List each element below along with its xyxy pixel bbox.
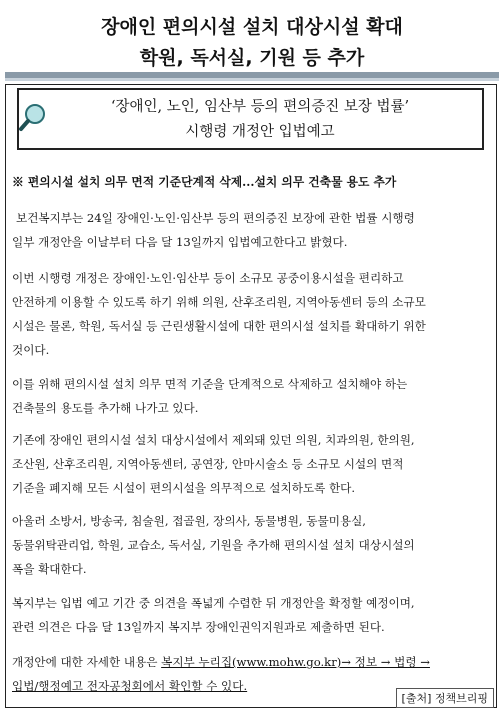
paragraph-line: 조산원, 산후조리원, 지역아동센터, 공연장, 안마시술소 등 소규모 시설의 면적 (12, 457, 404, 471)
paragraph-line: 건축물의 용도를 추가해 나가고 있다. (12, 401, 199, 415)
paragraph-line: 관련 의견은 다음 달 13일까지 복지부 장애인권익지원과로 제출하면 된다. (12, 620, 385, 634)
paragraph-line: 기존에 장애인 편의시설 설치 대상시설에서 제외돼 있던 의원, 치과의원, 한의원, (12, 433, 415, 447)
paragraph-line: 보건복지부는 24일 장애인·노인·임산부 등의 편의증진 보장에 관한 법률 시행령 (16, 211, 415, 225)
paragraph-line: 일부 개정안을 이날부터 다음 달 13일까지 입법예고한다고 밝혔다. (12, 235, 348, 249)
ministry-website-link-continued[interactable]: 입법/행정예고 전자공청회에서 확인할 수 있다. (12, 679, 248, 693)
highlight-box-line-1: ‘장애인, 노인, 임산부 등의 편의증진 보장 법률’ (110, 99, 410, 115)
source-badge: [출처] 정책브리핑 (396, 688, 494, 708)
paragraph-1 (12, 206, 492, 254)
headline-line-2: 학원, 독서실, 기원 등 추가 (139, 47, 365, 69)
title-underline-light (5, 78, 499, 81)
magnifier-icon (18, 102, 48, 132)
paragraph-line: 기준을 폐지해 모든 시설이 편의시설을 의무적으로 설치하도록 한다. (12, 481, 356, 495)
paragraph-line: 아울러 소방서, 방송국, 침술원, 접골원, 장의사, 동물병원, 동물미용실, (12, 514, 366, 528)
paragraph-6 (12, 591, 492, 639)
paragraph-4 (12, 428, 492, 500)
paragraph-line: 폭을 확대한다. (12, 562, 87, 576)
paragraph-line: 이를 위해 편의시설 설치 의무 면적 기준을 단계적으로 삭제하고 설치해야 하는 (12, 377, 408, 391)
paragraph-line: 동물위탁관리업, 학원, 교습소, 독서실, 기원을 추가해 편의시설 설치 대상시설의 (12, 538, 415, 552)
paragraph-line: 시설은 물론, 학원, 독서실 등 근린생활시설에 대한 편의시설 설치를 확대하기 위한 (12, 319, 426, 333)
paragraph-line: 복지부는 입법 예고 기간 중 의견을 폭넓게 수렴한 뒤 개정안을 확정할 예정이며, (12, 596, 415, 610)
ministry-website-link[interactable]: 복지부 누리집(www.mohw.go.kr)→ 정보 → 법령 → (161, 655, 430, 669)
paragraph-5 (12, 509, 492, 581)
paragraph-3 (12, 372, 492, 420)
paragraph-line: 안전하게 이용할 수 있도록 하기 위해 의원, 산후조리원, 지역아동센터 등의 소규모 (12, 295, 426, 309)
headline-line-1: 장애인 편의시설 설치 대상시설 확대 (101, 16, 403, 38)
highlight-box-line-2: 시행령 개정안 입법예고 (185, 124, 335, 140)
paragraph-line: 것이다. (12, 343, 50, 357)
subheading: ※ 편의시설 설치 의무 면적 기준단계적 삭제...설치 의무 건축물 용도 추가 (12, 175, 397, 189)
paragraph-line: 이번 시행령 개정은 장애인·노인·임산부 등이 소규모 공중이용시설을 편리하고 (12, 271, 404, 285)
paragraph-prefix: 개정안에 대한 자세한 내용은 (12, 655, 162, 669)
paragraph-2 (12, 266, 492, 362)
